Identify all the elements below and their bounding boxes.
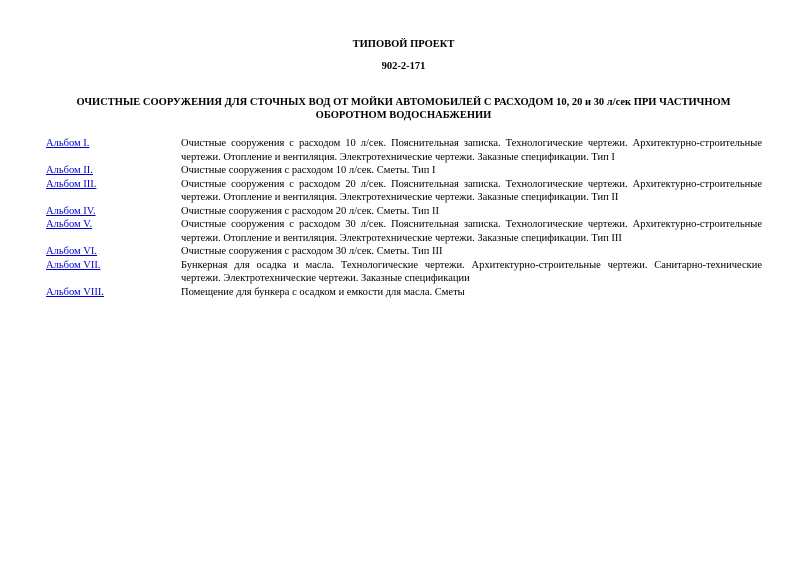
album-description-3: Очистные сооружения с расходом 20 л/сек. Пояснительная записка. Технологические чертежи. Архитектурно-строительные чертежи. Отопление и вентиляция. Электротехнические чертежи. Заказные спецификации. Тип II [181,178,762,203]
document-title-heading: ОЧИСТНЫЕ СООРУЖЕНИЯ ДЛЯ СТОЧНЫХ ВОД ОТ МОЙКИ АВТОМОБИЛЕЙ С РАСХОДОМ 10, 20 и 30 л/сек ПРИ ЧАСТИЧНОМ ОБОРОТНОМ ВОДОСНАБЖЕНИИ [76,97,731,121]
album-description-6: Очистные сооружения с расходом 30 л/сек. Сметы. Тип III [181,246,443,257]
album-link-4[interactable]: Альбом IV. [46,205,96,217]
album-row-5 [46,218,762,245]
album-row-3 [46,178,762,205]
album-row-6 [46,245,762,259]
album-list [46,137,762,299]
album-description-1: Очистные сооружения с расходом 10 л/сек. Пояснительная записка. Технологические чертежи. Архитектурно-строительные чертежи. Отопление и вентиляция. Электротехнические чертежи. Заказные спецификации. Тип I [181,138,762,163]
album-row-4 [46,205,762,219]
album-link-7[interactable]: Альбом VII. [46,259,101,271]
album-link-2[interactable]: Альбом II. [46,165,93,176]
album-description-7: Бункерная для осадка и масла. Технологические чертежи. Архитектурно-строительные чертежи. Санитарно-технические чертежи. Электротехнические чертежи. Заказные спецификации [181,259,762,284]
album-description-5: Очистные сооружения с расходом 30 л/сек. Пояснительная записка. Технологические чертежи. Архитектурно-строительные чертежи. Отопление и вентиляция. Электротехнические чертежи. Заказные спецификации. Тип III [181,219,762,244]
album-link-5[interactable]: Альбом V. [46,219,93,230]
album-link-1[interactable]: Альбом I. [46,138,90,149]
album-description-4: Очистные сооружения с расходом 20 л/сек. Сметы. Тип II [181,205,440,217]
album-link-8[interactable]: Альбом VIII. [46,286,104,298]
document-code-heading: 902-2-171 [381,61,426,72]
document-type-heading: ТИПОВОЙ ПРОЕКТ [352,39,455,50]
album-row-8 [46,286,762,300]
album-link-6[interactable]: Альбом VI. [46,246,97,257]
album-row-2 [46,164,762,178]
album-row-7 [46,259,762,286]
album-link-3[interactable]: Альбом III. [46,178,97,190]
album-row-1 [46,137,762,164]
album-description-8: Помещение для бункера с осадком и емкости для масла. Сметы [181,286,465,298]
album-description-2: Очистные сооружения с расходом 10 л/сек. Сметы. Тип I [181,165,436,176]
